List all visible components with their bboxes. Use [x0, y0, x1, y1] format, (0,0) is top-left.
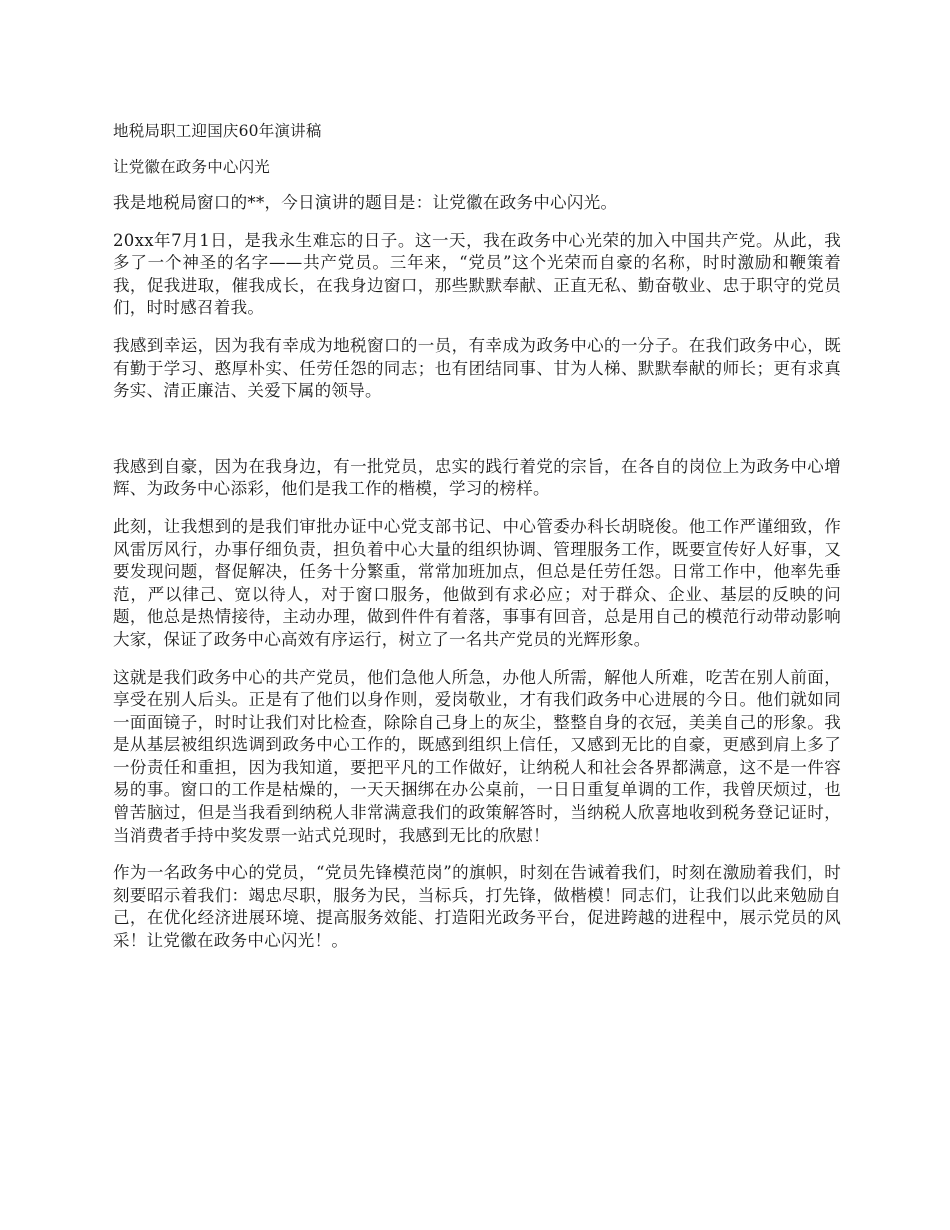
paragraph-role-model: 此刻，让我想到的是我们审批办证中心党支部书记、中心管委办科长胡晓俊。他工作严谨细致，作风雷厉风行，办事仔细负责，担负着中心大量的组织协调、管理服务工作，既要宣传好人好事，又要发现问题，督促解决，任务十分繁重，常常加班加点，但总是任劳任怨。日常工作中，他率先垂范，严以律己、宽以待人，对于窗口服务，他做到有求必应；对于群众、企业、基层的反映的问题，他总是热情接待，主动办理，做到件件有着落，事事有回音，总是用自己的模范行动带动影响大家，保证了政务中心高效有序运行，树立了一名共产党员的光辉形象。	[113, 516, 841, 649]
document-subtitle: 让党徽在政务中心闪光	[113, 158, 271, 176]
paragraph-conclusion: 作为一名政务中心的党员，“党员先锋模范岗”的旗帜，时刻在告诫着我们，时刻在激励着我们，时刻要昭示着我们：竭忠尽职，服务为民，当标兵，打先锋，做楷模！同志们，让我们以此来勉励自己，在优化经济进展环境、提高服务效能、打造阳光政务平台，促进跨越的进程中，展示党员的风采！让党徽在政务中心闪光！。	[113, 863, 841, 951]
paragraph-fortunate: 我感到幸运，因为我有幸成为地税窗口的一员，有幸成为政务中心的一分子。在我们政务中心，既有勤于学习、憨厚朴实、任劳任怨的同志；也有团结同事、甘为人梯、默默奉献的师长；更有求真务实、清正廉洁、关爱下属的领导。	[113, 335, 841, 401]
paragraph-proud: 我感到自豪，因为在我身边，有一批党员，忠实的践行着党的宗旨，在各自的岗位上为政务中心增辉、为政务中心添彩，他们是我工作的楷模，学习的榜样。	[113, 456, 841, 499]
paragraph-party-members: 这就是我们政务中心的共产党员，他们急他人所急，办他人所需，解他人所难，吃苦在别人前面，享受在别人后头。正是有了他们以身作则，爱岗敬业，才有我们政务中心进展的今日。他们就如同一面面镜子，时时让我们对比检查，除除自己身上的灰尘，整整自身的衣冠，美美自己的形象。我是从基层被组织选调到政务中心工作的，既感到组织上信任，又感到无比的自豪，更感到肩上多了一份责任和重担，因为我知道，要把平凡的工作做好，让纳税人和社会各界都满意，这不是一件容易的事。窗口的工作是枯燥的，一天天捆绑在办公桌前，一日日重复单调的工作，我曾厌烦过，也曾苦脑过，但是当我看到纳税人非常满意我们的政策解答时，当纳税人欣喜地收到税务登记证时，当消费者手持中奖发票一站式兑现时，我感到无比的欣慰！	[113, 667, 841, 845]
document-body	[113, 120, 841, 968]
paragraph-gap	[113, 418, 841, 456]
paragraph-join-party: 20xx年7月1日，是我永生难忘的日子。这一天，我在政务中心光荣的加入中国共产党。从此，我多了一个神圣的名字——共产党员。三年来，“党员”这个光荣而自豪的名称，时时激励和鞭策着我，促我进取，催我成长，在我身边窗口，那些默默奉献、正直无私、勤奋敬业、忠于职守的党员们，时时感召着我。	[113, 230, 841, 318]
paragraph-intro: 我是地税局窗口的**，今日演讲的题目是：让党徽在政务中心闪光。	[113, 193, 618, 212]
document-title: 地税局职工迎国庆60年演讲稿	[113, 122, 322, 140]
